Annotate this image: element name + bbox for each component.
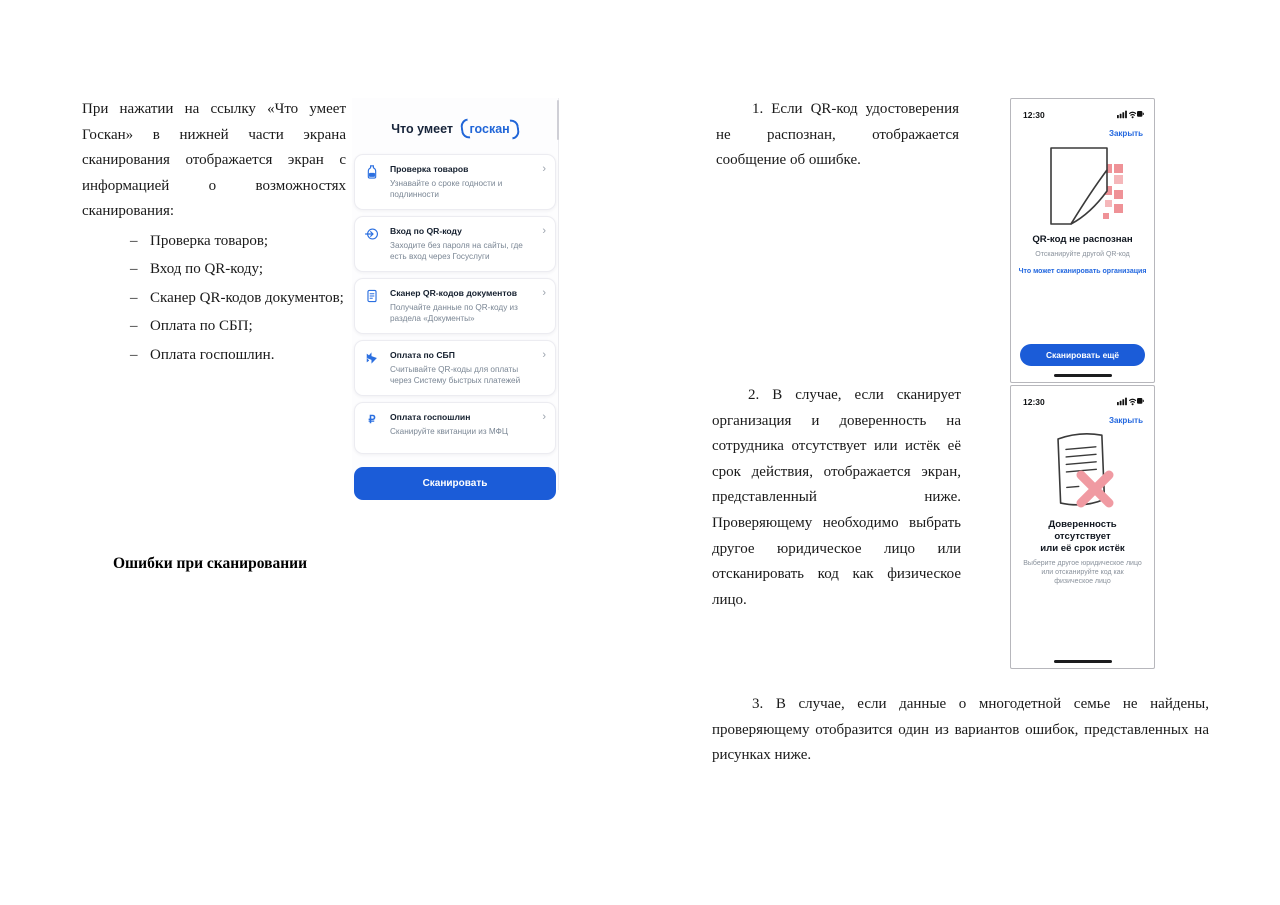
scan-again-button[interactable]: Сканировать ещё	[1020, 344, 1145, 366]
chevron-right-icon: ›	[542, 411, 546, 423]
card-subtitle: Сканируйте квитанции из МФЦ	[390, 427, 508, 436]
card-subtitle: Получайте данные по QR-коду из раздела «Документы»	[390, 303, 518, 323]
card-title: Оплата по СБП	[390, 350, 455, 360]
card-qr-login[interactable]	[354, 216, 556, 272]
list-item-text: Оплата госпошлин.	[150, 346, 275, 363]
goskan-logo: госкан	[461, 120, 519, 138]
phone-screenshot-qr-error	[1010, 98, 1155, 383]
status-bar	[1011, 99, 1154, 124]
intro-block	[82, 97, 346, 369]
close-link[interactable]: Закрыть	[1108, 416, 1143, 425]
bottle-icon	[365, 165, 379, 179]
poa-missing-illustration	[1011, 429, 1154, 515]
what-org-can-scan-link[interactable]: Что может сканировать организация	[1018, 268, 1147, 275]
list-item-text: Сканер QR-кодов документов;	[150, 289, 344, 306]
chevron-right-icon: ›	[542, 163, 546, 175]
status-icons	[1117, 393, 1144, 411]
numbered-item-3: 3. В случае, если данные о многодетной семье не найдены, проверяющему отобразится один из вариантов ошибок, представленных на рисунках ниже.	[712, 696, 1209, 764]
card-sbp-payment[interactable]	[354, 340, 556, 396]
card-subtitle: Узнавайте о сроке годности и подлинности	[390, 179, 503, 199]
list-item	[130, 312, 346, 340]
card-title: Проверка товаров	[390, 164, 469, 174]
dash-marker: –	[130, 318, 138, 335]
status-bar	[1011, 386, 1154, 411]
dash-marker: –	[130, 346, 138, 363]
card-subtitle: Считывайте QR-коды для оплаты через Систему быстрых платежей	[390, 365, 521, 385]
screen-title-prefix: Что умеет	[391, 122, 454, 136]
status-icons	[1117, 106, 1144, 124]
chevron-right-icon: ›	[542, 287, 546, 299]
dash-marker: –	[130, 232, 138, 249]
error-subtitle: Выберите другое юридическое лицо или отсканируйте код как физическое лицо	[1023, 560, 1142, 585]
card-title: Вход по QR-коду	[390, 226, 462, 236]
login-icon	[365, 227, 379, 241]
error-title-line1: Доверенность отсутствует	[1048, 519, 1117, 542]
error-title-line2: или её срок истёк	[1040, 543, 1125, 554]
screenshot-edge	[558, 98, 559, 490]
error-title	[1011, 519, 1154, 555]
card-title: Оплата госпошлин	[390, 412, 471, 422]
card-state-duty-payment[interactable]	[354, 402, 556, 454]
scrollbar[interactable]	[557, 100, 559, 140]
list-item-text: Проверка товаров;	[150, 232, 269, 249]
card-subtitle: Заходите без пароля на сайты, где есть вход через Госуслуги	[390, 241, 523, 261]
feature-bullet-list	[130, 227, 346, 369]
feature-cards	[352, 154, 558, 454]
dash-marker: –	[130, 289, 138, 306]
card-title: Сканер QR-кодов документов	[390, 288, 517, 298]
intro-paragraph: При нажатии на ссылку «Что умеет Госкан» в нижней части экрана сканирования отображается экран с информацией о возможностях сканирования:	[82, 101, 346, 220]
error-subtitle: Отсканируйте другой QR-код	[1035, 251, 1130, 258]
list-item	[130, 255, 346, 283]
list-item	[130, 341, 346, 369]
card-document-qr-scanner[interactable]	[354, 278, 556, 334]
goskan-capabilities-screen	[352, 98, 558, 490]
errors-section-heading: Ошибки при сканировании	[113, 555, 307, 572]
numbered-item-1: 1. Если QR-код удостоверения не распознан, отображается сообщение об ошибке.	[716, 101, 959, 169]
scan-button[interactable]: Сканировать	[354, 467, 556, 500]
error-title: QR-код не распознан	[1032, 234, 1133, 245]
home-indicator	[1054, 660, 1112, 663]
list-item-text: Вход по QR-коду;	[150, 261, 263, 278]
list-item	[130, 227, 346, 255]
card-product-check[interactable]	[354, 154, 556, 210]
ruble-icon: ₽	[368, 414, 376, 426]
status-time: 12:30	[1023, 110, 1045, 120]
numbered-item-2: 2. В случае, если сканирует организация и доверенность на сотрудника отсутствует или истёк её срок действия, отображается экран, представленный ниже. Проверяющему необходимо выбрать другое юридическое лицо или отсканировать код как физическое лицо.	[712, 387, 961, 608]
document-icon	[365, 289, 379, 303]
chevron-right-icon: ›	[542, 225, 546, 237]
list-item-text: Оплата по СБП;	[150, 318, 253, 335]
home-indicator	[1054, 374, 1112, 377]
chevron-right-icon: ›	[542, 349, 546, 361]
list-item	[130, 284, 346, 312]
dash-marker: –	[130, 261, 138, 278]
phone-screenshot-poa-error	[1010, 385, 1155, 669]
qr-not-recognized-illustration	[1011, 142, 1154, 230]
status-time: 12:30	[1023, 397, 1045, 407]
screen-title	[352, 122, 558, 136]
close-link[interactable]: Закрыть	[1108, 129, 1143, 138]
sbp-icon	[365, 351, 379, 365]
